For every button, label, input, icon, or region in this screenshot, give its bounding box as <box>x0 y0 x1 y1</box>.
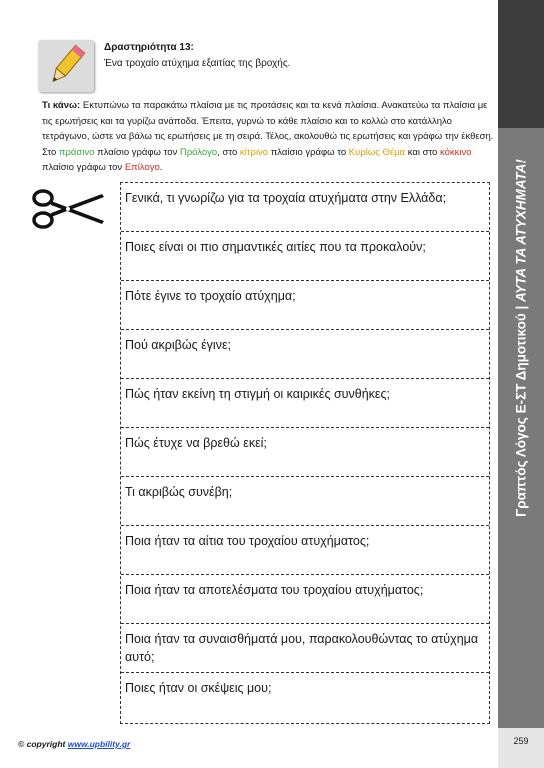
question-strip: Ποια ήταν τα συναισθήματά μου, παρακολουθώντας το ατύχημα αυτό; <box>121 624 489 673</box>
activity-subtitle: Ένα τροχαίο ατύχημα εξαιτίας της βροχής. <box>104 58 291 69</box>
instructions-text: , στο <box>217 146 240 158</box>
main-theme-word: Κυρίως Θέμα <box>348 146 406 158</box>
sidebar-header-block <box>498 0 544 128</box>
instructions-text: Εκτυπώνω τα παρακάτω πλαίσια με τις προτάσεις και τα κενά πλαίσια. Ανακατεύω τα πλαίσια με τις ερωτήσεις και τα γυρίζω ανάποδα. Έπειτα, γυρνώ το κάθε πλαίσιο και το κολλώ στο κατάλληλο τετράγωνο, ώστε να βάλω τις ερωτήσεις με τη σειρά. Τέλος, ακολουθώ τις ερωτήσεις και γράφω την έκθεση. Στο <box>42 100 494 158</box>
instructions-text: πλαίσιο γράφω τον <box>94 146 180 158</box>
copyright-prefix: © copyright <box>18 739 68 749</box>
sidebar-title-italic: ΑΥΤΑ ΤΑ ΑΤΥΧΗΜΑΤΑ! <box>513 159 529 302</box>
question-strip: Ποιες ήταν οι σκέψεις μου; <box>125 681 272 695</box>
question-strip: Πότε έγινε το τροχαίο ατύχημα; <box>121 281 489 330</box>
question-strip: Τι ακριβώς συνέβη; <box>121 477 489 526</box>
question-strip: Γενικά, τι γνωρίζω για τα τροχαία ατυχήματα στην Ελλάδα; <box>121 183 489 232</box>
epilogue-word: Επίλογο <box>124 162 160 173</box>
prologue-word: Πρόλογο <box>179 146 218 158</box>
question-strip: Ποια ήταν τα αίτια του τροχαίου ατυχήματος; <box>121 526 489 575</box>
sidebar-title-text: Γραπτός Λόγος Ε-ΣΤ Δημοτικού | <box>513 302 529 517</box>
instructions <box>42 98 494 176</box>
question-strips <box>120 182 490 724</box>
sidebar-title <box>514 159 529 517</box>
question-strip: Πώς ήταν εκείνη τη στιγμή οι καιρικές συνθήκες; <box>121 379 489 428</box>
instructions-text: πλαίσιο γράφω τον <box>42 162 125 173</box>
question-strip: Πώς έτυχε να βρεθώ εκεί; <box>121 428 489 477</box>
question-strip: Ποιες είναι οι πιο σημαντικές αιτίες που τα προκαλούν; <box>121 232 489 281</box>
instructions-label: Τι κάνω: <box>42 100 81 111</box>
instructions-text: πλαίσιο γράφω το <box>268 146 349 158</box>
green-word: πράσινο <box>58 146 95 158</box>
yellow-word: κίτρινο <box>239 146 269 158</box>
activity-title: Δραστηριότητα 13: <box>104 42 194 53</box>
pencil-icon <box>38 40 94 92</box>
red-word: κόκκινο <box>439 146 472 158</box>
scissors-icon <box>32 188 106 230</box>
question-strip: Πού ακριβώς έγινε; <box>121 330 489 379</box>
instructions-text: . <box>159 162 163 173</box>
question-strip: Ποια ήταν τα αποτελέσματα του τροχαίου ατυχήματος; <box>121 575 489 624</box>
copyright <box>18 739 130 749</box>
page-number: 259 <box>498 728 544 768</box>
copyright-link[interactable]: www.upbility.gr <box>67 739 131 749</box>
instructions-text: και στο <box>405 146 440 158</box>
